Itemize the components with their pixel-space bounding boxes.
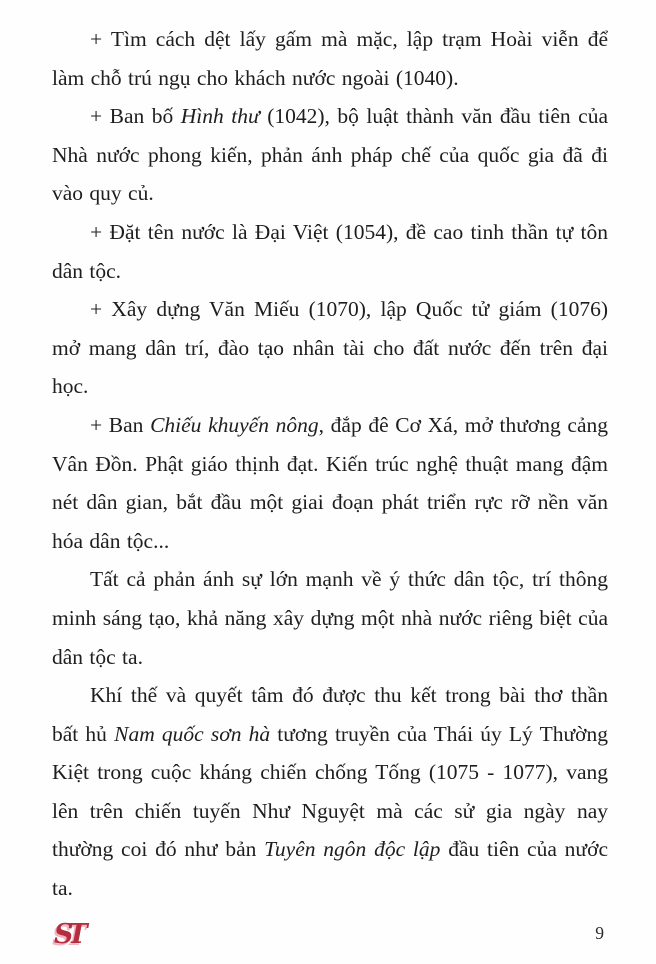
text-run: tương truyền của Thái úy Lý Thường Kiệt trong cuộc kháng chiến chống Tống (1075 - 1077), vang lên trên chiến tuyến Như Nguyệt mà các sử gia ngày nay thường coi đó như bản — [52, 721, 608, 862]
text-run: + Xây dựng Văn Miếu (1070), lập Quốc tử giám (1076) mở mang dân trí, đào tạo nhân tài cho đất nước đến trên đại học. — [52, 297, 608, 399]
paragraph — [52, 676, 608, 908]
paragraph — [52, 560, 608, 676]
italic-text-run: Nam quốc sơn hà — [114, 721, 271, 746]
page-footer — [0, 908, 656, 964]
text-run: Khí thế và quyết tâm đó được thu kết trong bài thơ thần bất hủ — [52, 683, 608, 746]
text-block — [52, 20, 608, 908]
paragraph — [52, 290, 608, 406]
italic-text-run: Chiếu khuyến nông — [150, 412, 319, 437]
paragraph — [52, 213, 608, 290]
italic-text-run: Tuyên ngôn độc lập — [264, 837, 441, 862]
paragraph — [52, 406, 608, 560]
text-run: + Ban bố — [90, 104, 181, 129]
text-run: Tất cả phản ánh sự lớn mạnh về ý thức dân tộc, trí thông minh sáng tạo, khả năng xây dựng một nhà nước riêng biệt của dân tộc ta. — [52, 567, 608, 669]
page-number: 9 — [595, 922, 604, 943]
text-run: + Tìm cách dệt lấy gấm mà mặc, lập trạm Hoài viễn để làm chỗ trú ngụ cho khách nước ngoài (1040). — [52, 27, 608, 90]
text-run: , đắp đê Cơ Xá, mở thương cảng Vân Đồn. Phật giáo thịnh đạt. Kiến trúc nghệ thuật mang đậm nét dân gian, bắt đầu một giai đoạn phát triển rực rỡ nền văn hóa dân tộc... — [52, 412, 608, 553]
text-run: đầu tiên của nước ta. — [52, 837, 608, 901]
italic-text-run: Hình thư — [180, 104, 260, 129]
text-run: + Ban — [90, 412, 151, 437]
text-run: (1042), bộ luật thành văn đầu tiên của Nhà nước phong kiến, phản ánh pháp chế của quốc gia đã đi vào quy củ. — [52, 104, 609, 206]
publisher-logo-icon: ST — [54, 919, 82, 950]
paragraph — [52, 20, 608, 97]
text-run: + Đặt tên nước là Đại Việt (1054), đề cao tinh thần tự tôn dân tộc. — [52, 219, 608, 283]
paragraph — [52, 97, 608, 213]
